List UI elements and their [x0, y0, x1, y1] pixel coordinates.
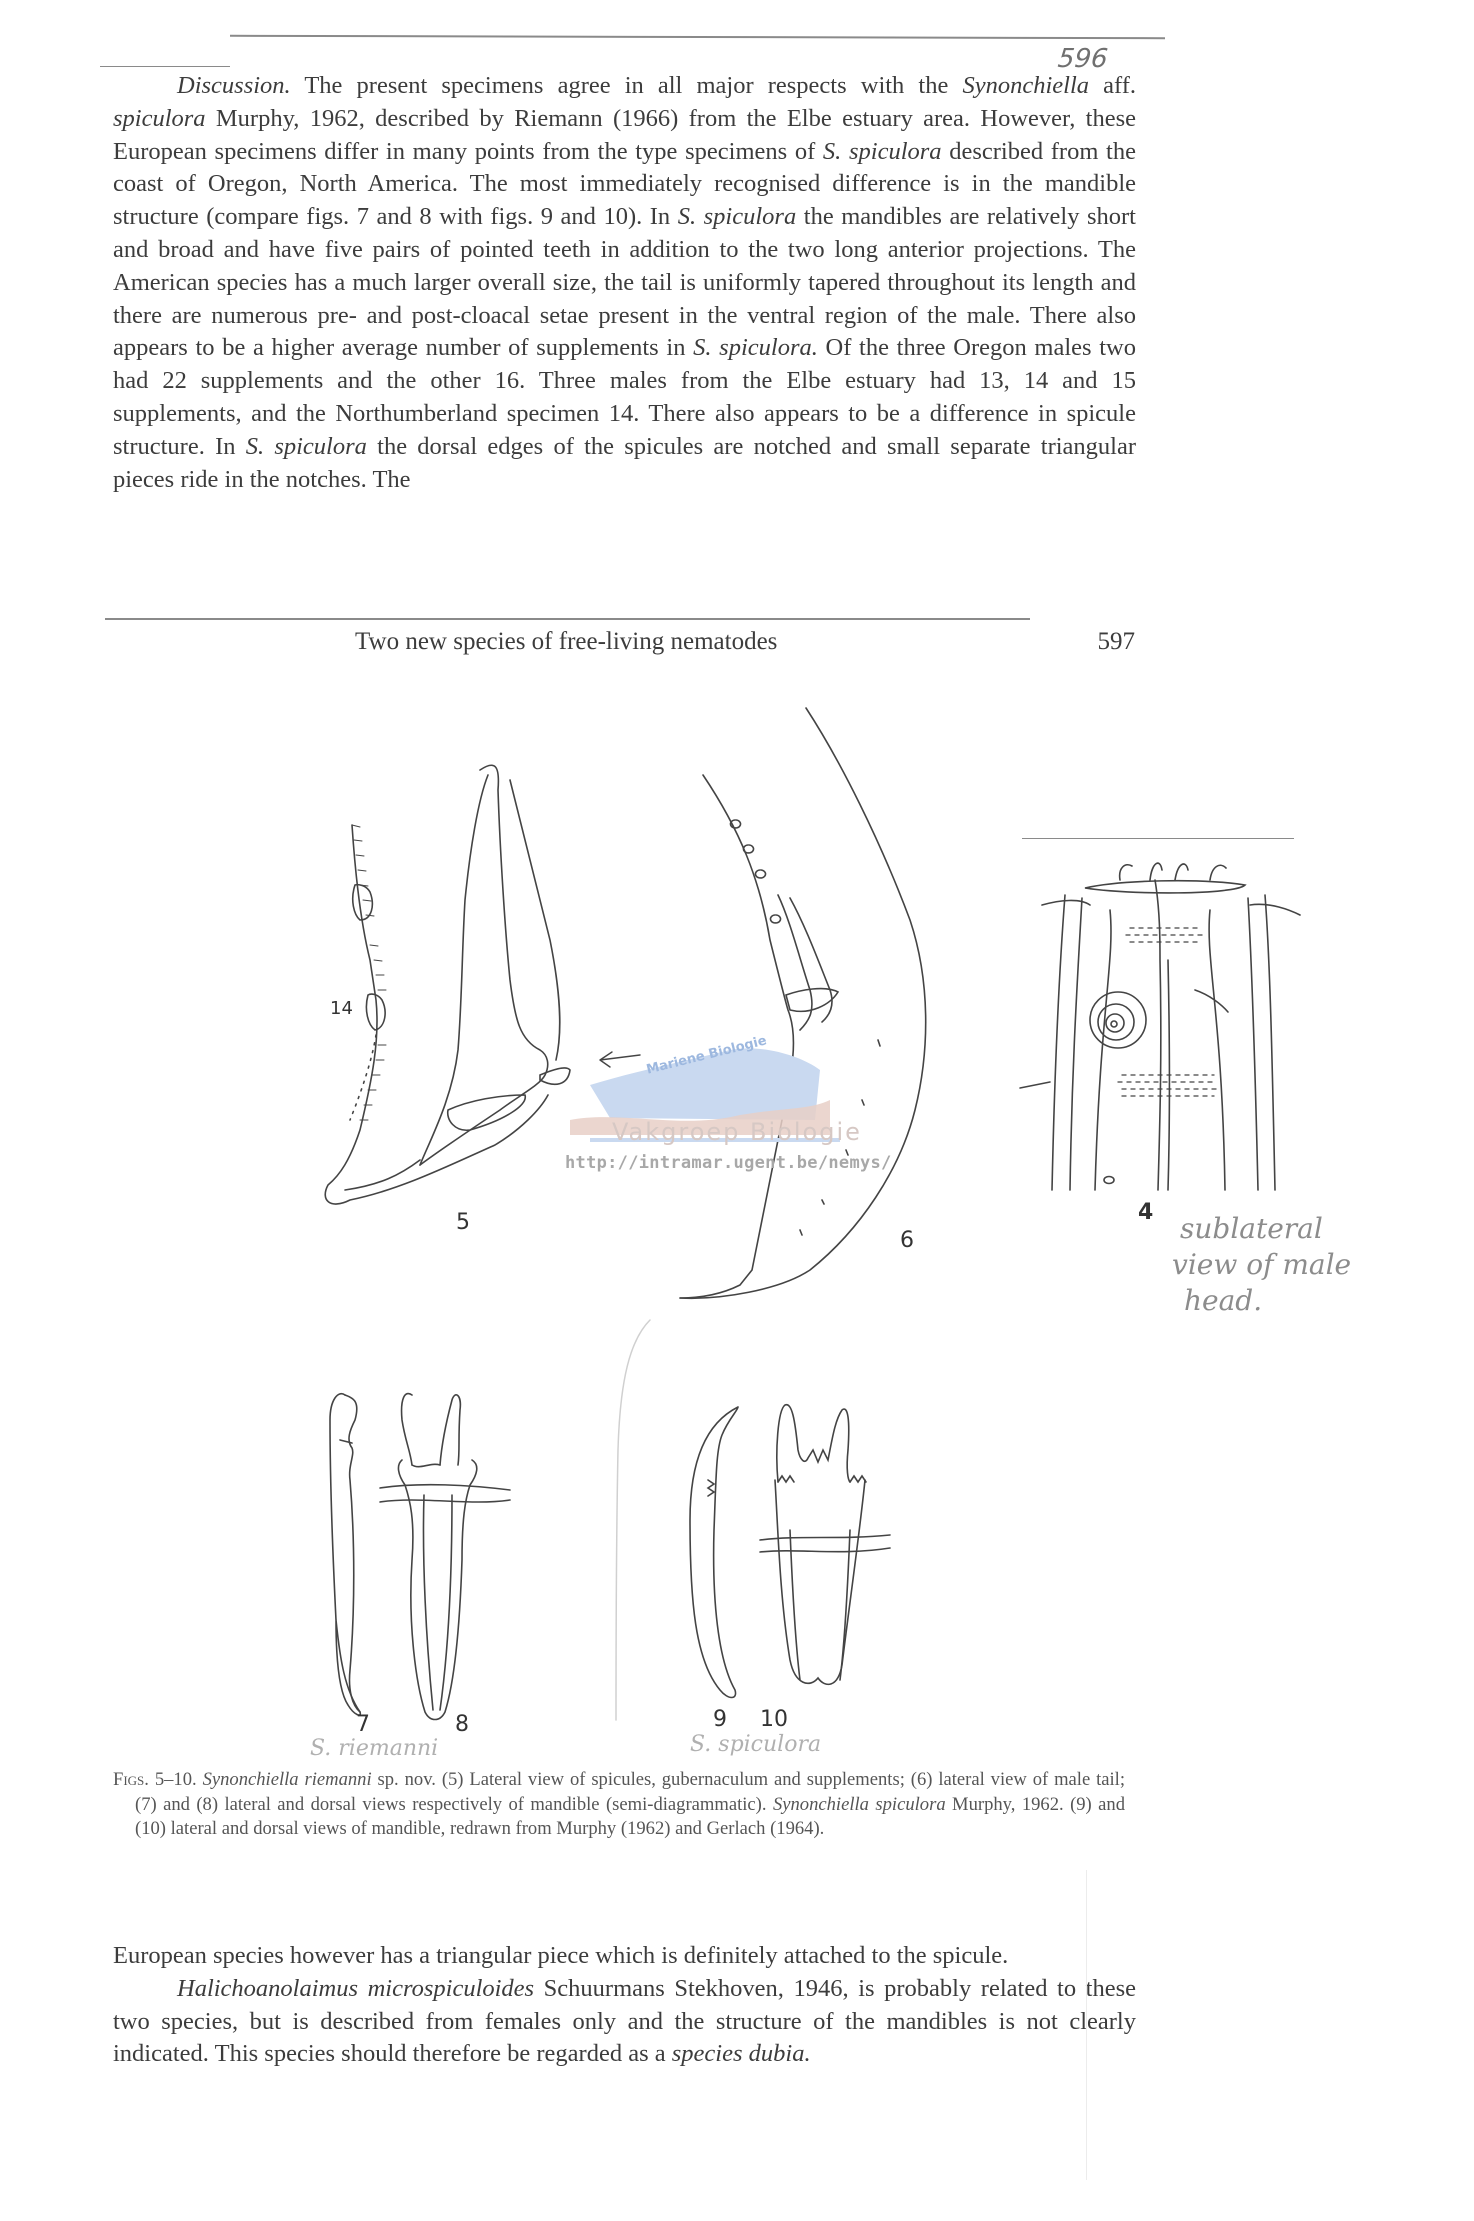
watermark-mariene-biologie: Mariene Biologie — [645, 1033, 769, 1078]
discussion-paragraph — [113, 70, 1136, 496]
figure-panel-divider — [616, 1320, 650, 1720]
text-run: Murphy, 1962. (9) and (10) lateral and dorsal views of mandible, redrawn from Murphy (1962) and Gerlach (1964). — [135, 1793, 1126, 1839]
italic-text-run: Synonchiella — [962, 72, 1090, 99]
text-run: Schuurmans Stekhoven, 1946, is probably related to these two species, but is described from females only and the structure of the mandibles is not clearly indicated. This species should therefore be regarded as a — [113, 1974, 1136, 2068]
handwritten-note-fig4-line3: head. — [1184, 1284, 1263, 1317]
text-run: European species however has a triangular piece which is definitely attached to the spicule. — [113, 1942, 1009, 1969]
fig10-mandible-dorsal-drawing — [760, 1405, 890, 1685]
italic-text-run: S. spiculora. — [693, 334, 818, 362]
fig-label-10: 10 — [760, 1707, 788, 1732]
text-run: the mandibles are relatively short and broad and have five pairs of pointed teeth in addition to the two long anterior projections. The American species has a much larger overall size, the tail is uniformly tapered throughout its length and there are numerous pre- and post-cloacal setae present in the ventral region of the male. There also appears to be a higher average number of supplements in — [113, 203, 1136, 362]
fig4-male-head-drawing — [1020, 863, 1300, 1190]
italic-text-run: Synonchiella spiculora — [772, 1793, 946, 1815]
discussion-text — [113, 70, 1136, 496]
body-paragraph — [113, 1973, 1136, 2071]
text-run: the dorsal edges of the spicules are notched and small separate triangular pieces ride in the notches. The — [113, 432, 1137, 493]
discussion-heading: Discussion. — [177, 72, 291, 99]
figure-caption — [113, 1768, 1125, 1842]
body-paragraph — [113, 1940, 1136, 1973]
italic-text-run: spiculora — [113, 104, 206, 132]
fig-label-14: 14 — [330, 998, 353, 1019]
fig9-mandible-lateral-drawing — [690, 1407, 738, 1698]
fig-label-9: 9 — [713, 1707, 727, 1732]
continuation-paragraphs — [113, 1940, 1136, 2071]
watermark-url: http://intramar.ugent.be/nemys/ — [565, 1153, 892, 1173]
page-break-rule — [105, 618, 1030, 620]
fig-label-8: 8 — [455, 1712, 469, 1737]
italic-text-run: S. spiculora — [677, 203, 797, 231]
italic-text-run: Halichoanolaimus microspiculoides — [177, 1974, 535, 2002]
fig-label-7: 7 — [356, 1712, 370, 1737]
text-run: aff. — [1089, 72, 1137, 99]
handwritten-page-number: 596 — [1056, 44, 1110, 74]
handwritten-note-fig4-line2: view of male — [1172, 1248, 1352, 1281]
running-head-page-number: 597 — [1097, 628, 1135, 655]
text-run: sp. nov. (5) Lateral view of spicules, gubernaculum and supplements; (6) lateral view of male tail; (7) and (8) lateral and dorsal views respectively of mandible (semi-diagrammatic). — [135, 1769, 1126, 1815]
running-head-title: Two new species of free-living nematodes — [355, 628, 778, 655]
handwritten-note-fig4-line1: sublateral — [1180, 1212, 1323, 1245]
text-run: Murphy, 1962, described by Riemann (1966) from the Elbe estuary area. However, these European specimens differ in many points from the type specimens of — [113, 104, 1136, 165]
fig7-mandible-lateral-drawing — [330, 1394, 360, 1715]
handwritten-note-riemanni: S. riemanni — [310, 1736, 439, 1761]
italic-text-run: species dubia. — [671, 2040, 811, 2068]
figure-4-rule — [1022, 838, 1294, 839]
figure-caption-label: Figs. 5–10. — [113, 1769, 197, 1790]
fig6-male-tail-drawing — [680, 708, 926, 1298]
left-margin-rule — [100, 66, 230, 67]
italic-text-run: S. spiculora — [822, 137, 942, 165]
handwritten-note-spiculora: S. spiculora — [690, 1732, 822, 1757]
fig-label-6: 6 — [900, 1228, 914, 1253]
figure-caption-text — [113, 1768, 1125, 1842]
fig-label-5: 5 — [456, 1210, 470, 1235]
watermark-vakgroep: Vakgroep Biologie — [612, 1118, 862, 1146]
text-run: Of the three Oregon males two had 22 supplements and the other 16. Three males from the Elbe estuary had 13, 14 and 15 supplements, and the Northumberland specimen 14. There also appears to be a difference in spicule structure. In — [113, 334, 1136, 460]
italic-text-run: S. spiculora — [245, 432, 367, 460]
fig-label-4: 4 — [1138, 1200, 1154, 1225]
text-run: described from the coast of Oregon, North America. The most immediately recognised difference is in the mandible structure (compare figs. 7 and 8 with figs. 9 and 10). In — [113, 137, 1136, 231]
fig8-mandible-dorsal-drawing — [380, 1394, 510, 1720]
right-scan-edge — [1086, 1870, 1087, 2180]
italic-text-run: Synonchiella riemanni — [202, 1769, 372, 1790]
text-run: The present specimens agree in all major respects with the — [290, 72, 963, 99]
top-rule — [230, 35, 1165, 39]
